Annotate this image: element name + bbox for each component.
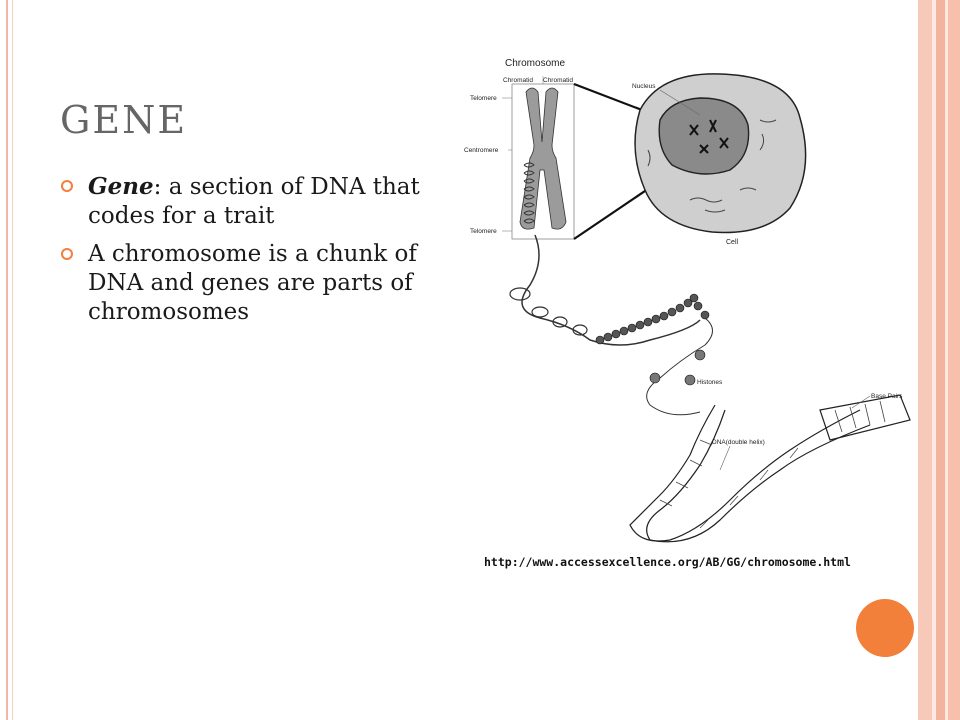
decorative-orange-circle bbox=[856, 599, 914, 657]
label-chromatid-left: Chromatid bbox=[503, 77, 533, 84]
dna-helix bbox=[630, 405, 870, 542]
bullet-list bbox=[60, 172, 440, 336]
label-chromatid-right: Chromatid bbox=[543, 77, 573, 84]
left-border-line bbox=[6, 0, 8, 720]
slide-title: GENE bbox=[60, 98, 188, 142]
right-border-stripe-5 bbox=[948, 0, 960, 720]
beads-on-string bbox=[647, 318, 713, 415]
chromatin-fiber bbox=[522, 235, 700, 345]
bullet-text: : a section of DNA that codes for a trait bbox=[88, 174, 420, 229]
bullet-item bbox=[60, 240, 440, 327]
nucleus-shape bbox=[659, 98, 748, 174]
label-telomere-top: Telomere bbox=[470, 95, 497, 102]
left-border-line-thin bbox=[12, 0, 13, 720]
label-centromere: Centromere bbox=[464, 147, 499, 154]
nucleosome-coil bbox=[596, 294, 709, 344]
chromosome-shape bbox=[520, 88, 566, 229]
label-base-pairs: Base Pairs bbox=[871, 393, 903, 400]
bullet-term: Gene bbox=[88, 173, 154, 200]
label-chromosome: Chromosome bbox=[505, 58, 566, 69]
right-border-stripe-3 bbox=[936, 0, 945, 720]
circle-bullet-icon bbox=[60, 247, 74, 261]
bullet-item bbox=[60, 172, 440, 231]
circle-bullet-icon bbox=[60, 179, 74, 193]
label-histones: Histones bbox=[697, 379, 723, 386]
label-telomere-bottom: Telomere bbox=[470, 228, 497, 235]
figure-caption: http://www.accessexcellence.org/AB/GG/chromosome.html bbox=[484, 555, 851, 569]
left-border bbox=[0, 0, 15, 720]
label-cell: Cell bbox=[726, 239, 739, 246]
label-nucleus: Nucleus bbox=[632, 83, 656, 90]
bullet-text: A chromosome is a chunk of DNA and genes are parts of chromosomes bbox=[88, 241, 417, 325]
label-dna: DNA(double helix) bbox=[712, 439, 765, 446]
chromosome-diagram bbox=[450, 40, 930, 585]
